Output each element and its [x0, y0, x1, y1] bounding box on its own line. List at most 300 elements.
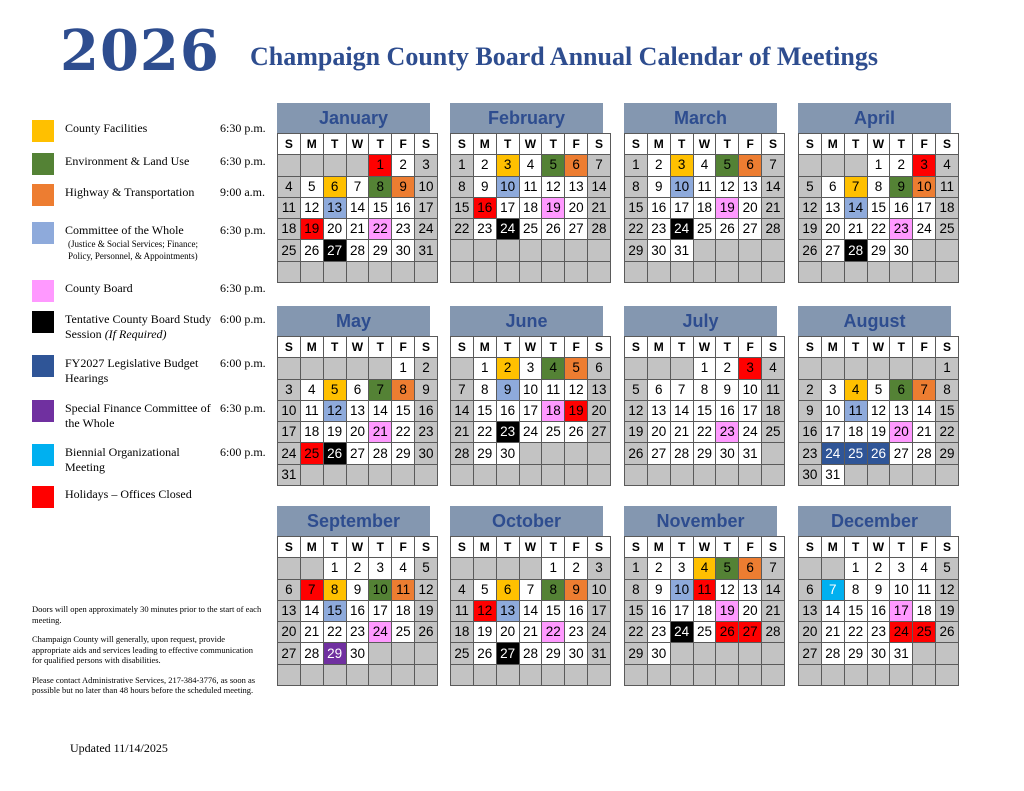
day-cell: 8	[867, 176, 890, 197]
day-cell: 13	[588, 379, 611, 400]
empty-cell	[890, 664, 913, 685]
day-cell-environment: 5	[542, 155, 565, 176]
day-cell-highway: 7	[913, 379, 936, 400]
empty-cell	[821, 155, 844, 176]
empty-cell	[323, 464, 346, 485]
weekday-header: W	[346, 134, 369, 155]
day-cell: 20	[346, 422, 369, 443]
month-days-table	[798, 133, 959, 283]
day-cell: 14	[346, 197, 369, 218]
day-cell: 7	[346, 176, 369, 197]
legend-swatch	[32, 120, 54, 142]
day-cell-budget: 26	[867, 443, 890, 464]
empty-cell	[693, 464, 716, 485]
day-cell: 12	[716, 176, 739, 197]
day-cell: 12	[565, 379, 588, 400]
weekday-header: F	[739, 537, 762, 558]
day-cell: 21	[762, 197, 785, 218]
day-cell: 25	[451, 643, 474, 664]
weekday-header: T	[496, 537, 519, 558]
empty-cell	[670, 261, 693, 282]
day-cell: 5	[473, 579, 496, 600]
day-cell: 13	[647, 400, 670, 421]
day-cell: 15	[369, 197, 392, 218]
empty-cell	[473, 664, 496, 685]
empty-cell	[762, 261, 785, 282]
day-cell: 2	[473, 155, 496, 176]
day-cell: 20	[739, 197, 762, 218]
day-cell: 24	[739, 422, 762, 443]
empty-cell	[300, 464, 323, 485]
updated-date: Updated 11/14/2025	[70, 741, 168, 755]
weekday-header: T	[716, 134, 739, 155]
legend-swatch	[32, 486, 54, 508]
empty-cell	[693, 261, 716, 282]
month-header: October	[450, 506, 603, 536]
empty-cell	[867, 664, 890, 685]
day-cell: 11	[451, 600, 474, 621]
day-cell: 22	[473, 422, 496, 443]
day-cell-holiday: 19	[300, 219, 323, 240]
weekday-header: S	[625, 134, 648, 155]
weekday-header: M	[647, 337, 670, 358]
day-cell: 17	[588, 600, 611, 621]
day-cell-holiday: 7	[300, 579, 323, 600]
day-cell: 29	[369, 240, 392, 261]
day-cell: 16	[867, 600, 890, 621]
weekday-header: T	[670, 337, 693, 358]
empty-cell	[762, 664, 785, 685]
day-cell: 20	[821, 219, 844, 240]
day-cell-environment: 8	[542, 579, 565, 600]
day-cell: 20	[799, 622, 822, 643]
day-cell: 6	[588, 358, 611, 379]
legend-time: 6:30 p.m.	[220, 154, 266, 168]
day-cell: 10	[739, 379, 762, 400]
empty-cell	[936, 261, 959, 282]
weekday-header: T	[716, 537, 739, 558]
day-cell: 10	[821, 400, 844, 421]
day-cell: 26	[799, 240, 822, 261]
month-april	[798, 103, 955, 283]
day-cell-facilities: 6	[323, 176, 346, 197]
weekday-header: S	[451, 337, 474, 358]
empty-cell	[821, 261, 844, 282]
day-cell: 23	[392, 219, 415, 240]
empty-cell	[716, 664, 739, 685]
empty-cell	[542, 261, 565, 282]
day-cell: 25	[542, 422, 565, 443]
day-cell: 31	[670, 240, 693, 261]
empty-cell	[867, 358, 890, 379]
month-days-table	[798, 536, 959, 686]
day-cell: 21	[451, 422, 474, 443]
day-cell: 21	[844, 219, 867, 240]
legend-label	[65, 487, 215, 502]
day-cell: 17	[369, 600, 392, 621]
day-cell-highway: 9	[565, 579, 588, 600]
day-cell: 20	[647, 422, 670, 443]
day-cell: 1	[625, 558, 648, 579]
weekday-header: T	[323, 537, 346, 558]
day-cell: 13	[346, 400, 369, 421]
day-cell: 9	[647, 176, 670, 197]
day-cell-study: 27	[323, 240, 346, 261]
empty-cell	[821, 358, 844, 379]
day-cell: 28	[300, 643, 323, 664]
empty-cell	[451, 664, 474, 685]
day-cell-facilities: 3	[496, 155, 519, 176]
day-cell-study: 24	[670, 219, 693, 240]
empty-cell	[739, 464, 762, 485]
empty-cell	[670, 643, 693, 664]
empty-cell	[647, 664, 670, 685]
day-cell: 28	[821, 643, 844, 664]
empty-cell	[346, 464, 369, 485]
weekday-header: T	[323, 134, 346, 155]
legend-time: 6:30 p.m.	[220, 401, 266, 415]
empty-cell	[799, 664, 822, 685]
legend-time: 9:00 a.m.	[220, 185, 265, 199]
day-cell: 26	[473, 643, 496, 664]
day-cell: 1	[867, 155, 890, 176]
day-cell-highway: 6	[565, 155, 588, 176]
day-cell: 19	[415, 600, 438, 621]
empty-cell	[519, 664, 542, 685]
day-cell-facilities: 4	[693, 558, 716, 579]
day-cell: 8	[936, 379, 959, 400]
day-cell-holiday: 1	[369, 155, 392, 176]
page-title: Champaign County Board Annual Calendar of Meetings	[250, 42, 878, 71]
day-cell: 3	[890, 558, 913, 579]
day-cell: 28	[451, 443, 474, 464]
day-cell: 21	[821, 622, 844, 643]
day-cell: 30	[890, 240, 913, 261]
day-cell-board: 20	[890, 422, 913, 443]
day-cell: 5	[936, 558, 959, 579]
day-cell: 6	[799, 579, 822, 600]
weekday-header: W	[346, 537, 369, 558]
day-cell: 14	[519, 600, 542, 621]
day-cell: 14	[913, 400, 936, 421]
day-cell: 11	[762, 379, 785, 400]
month-header: May	[277, 306, 430, 336]
empty-cell	[625, 261, 648, 282]
day-cell: 17	[496, 197, 519, 218]
day-cell-holiday: 11	[693, 579, 716, 600]
day-cell: 29	[936, 443, 959, 464]
empty-cell	[799, 155, 822, 176]
day-cell: 27	[565, 219, 588, 240]
weekday-header: W	[867, 134, 890, 155]
empty-cell	[739, 643, 762, 664]
empty-cell	[519, 240, 542, 261]
weekday-header: S	[278, 337, 301, 358]
empty-cell	[392, 261, 415, 282]
day-cell-study: 23	[496, 422, 519, 443]
day-cell: 15	[693, 400, 716, 421]
month-header: March	[624, 103, 777, 133]
month-header: July	[624, 306, 777, 336]
day-cell: 13	[890, 400, 913, 421]
weekday-header: M	[473, 337, 496, 358]
day-cell: 15	[542, 600, 565, 621]
weekday-header: F	[913, 134, 936, 155]
weekday-header: F	[739, 337, 762, 358]
day-cell-study: 24	[496, 219, 519, 240]
day-cell: 18	[762, 400, 785, 421]
empty-cell	[278, 261, 301, 282]
day-cell: 7	[451, 379, 474, 400]
legend-label-text: Environment & Land Use	[65, 154, 190, 168]
day-cell: 28	[588, 219, 611, 240]
day-cell: 18	[392, 600, 415, 621]
empty-cell	[936, 464, 959, 485]
day-cell: 23	[415, 422, 438, 443]
day-cell: 19	[473, 622, 496, 643]
legend-time: 6:30 p.m.	[220, 281, 266, 295]
empty-cell	[625, 664, 648, 685]
day-cell: 12	[625, 400, 648, 421]
day-cell: 23	[346, 622, 369, 643]
month-days-table	[624, 536, 785, 686]
day-cell: 11	[936, 176, 959, 197]
day-cell: 25	[762, 422, 785, 443]
weekday-header: M	[473, 537, 496, 558]
day-cell: 29	[392, 443, 415, 464]
day-cell: 5	[415, 558, 438, 579]
weekday-header: T	[890, 134, 913, 155]
weekday-header: S	[762, 537, 785, 558]
month-days-table	[450, 536, 611, 686]
day-cell-highway: 11	[392, 579, 415, 600]
empty-cell	[496, 261, 519, 282]
day-cell-board: 23	[716, 422, 739, 443]
day-cell-cow: 9	[496, 379, 519, 400]
day-cell: 12	[716, 579, 739, 600]
weekday-header: S	[936, 134, 959, 155]
legend	[0, 0, 280, 520]
day-cell: 16	[392, 197, 415, 218]
day-cell: 6	[278, 579, 301, 600]
weekday-header: M	[821, 537, 844, 558]
day-cell: 24	[415, 219, 438, 240]
day-cell-board: 23	[890, 219, 913, 240]
empty-cell	[762, 464, 785, 485]
empty-cell	[936, 664, 959, 685]
day-cell: 8	[451, 176, 474, 197]
empty-cell	[451, 558, 474, 579]
day-cell: 25	[519, 219, 542, 240]
weekday-header: F	[565, 337, 588, 358]
empty-cell	[693, 240, 716, 261]
weekday-header: F	[913, 537, 936, 558]
day-cell: 23	[799, 443, 822, 464]
day-cell: 17	[670, 600, 693, 621]
month-days-table	[450, 336, 611, 486]
notes	[32, 604, 264, 705]
day-cell: 22	[867, 219, 890, 240]
day-cell: 19	[867, 422, 890, 443]
weekday-header: T	[369, 134, 392, 155]
empty-cell	[392, 643, 415, 664]
weekday-header: T	[890, 337, 913, 358]
day-cell: 1	[542, 558, 565, 579]
day-cell: 28	[670, 443, 693, 464]
empty-cell	[936, 643, 959, 664]
empty-cell	[799, 558, 822, 579]
day-cell-facilities: 3	[670, 155, 693, 176]
day-cell: 15	[473, 400, 496, 421]
weekday-header: S	[625, 537, 648, 558]
legend-label-text: County Board	[65, 281, 133, 295]
day-cell: 7	[762, 558, 785, 579]
weekday-header: M	[647, 134, 670, 155]
month-days-table	[798, 336, 959, 486]
day-cell-board: 24	[369, 622, 392, 643]
day-cell: 2	[346, 558, 369, 579]
empty-cell	[415, 664, 438, 685]
month-december	[798, 506, 955, 686]
day-cell: 20	[565, 197, 588, 218]
legend-label	[65, 185, 215, 200]
day-cell: 17	[278, 422, 301, 443]
day-cell: 14	[588, 176, 611, 197]
day-cell: 13	[821, 197, 844, 218]
day-cell: 27	[799, 643, 822, 664]
day-cell: 30	[565, 643, 588, 664]
day-cell: 14	[451, 400, 474, 421]
empty-cell	[496, 558, 519, 579]
day-cell: 17	[821, 422, 844, 443]
day-cell-cow: 10	[670, 579, 693, 600]
empty-cell	[799, 261, 822, 282]
weekday-header: S	[625, 337, 648, 358]
day-cell: 30	[647, 643, 670, 664]
day-cell: 14	[762, 579, 785, 600]
day-cell: 9	[415, 379, 438, 400]
day-cell: 17	[913, 197, 936, 218]
day-cell: 3	[519, 358, 542, 379]
day-cell: 14	[369, 400, 392, 421]
day-cell: 14	[300, 600, 323, 621]
legend-label-text: Biennial Organizational Meeting	[65, 445, 180, 474]
empty-cell	[565, 443, 588, 464]
month-may	[277, 306, 434, 486]
day-cell-environment: 5	[716, 155, 739, 176]
empty-cell	[519, 558, 542, 579]
weekday-header: T	[670, 134, 693, 155]
day-cell-environment: 10	[369, 579, 392, 600]
day-cell: 8	[844, 579, 867, 600]
day-cell: 25	[392, 622, 415, 643]
legend-label	[65, 445, 215, 475]
month-days-table	[624, 336, 785, 486]
day-cell: 2	[392, 155, 415, 176]
weekday-header: F	[392, 537, 415, 558]
day-cell: 22	[936, 422, 959, 443]
legend-swatch	[32, 280, 54, 302]
day-cell: 26	[936, 622, 959, 643]
empty-cell	[565, 240, 588, 261]
weekday-header: T	[716, 337, 739, 358]
weekday-header: S	[588, 337, 611, 358]
day-cell: 4	[300, 379, 323, 400]
day-cell: 6	[346, 379, 369, 400]
weekday-header: S	[278, 537, 301, 558]
day-cell: 10	[588, 579, 611, 600]
day-cell: 11	[300, 400, 323, 421]
day-cell: 22	[323, 622, 346, 643]
day-cell: 30	[392, 240, 415, 261]
day-cell-holiday: 25	[300, 443, 323, 464]
weekday-header: S	[936, 337, 959, 358]
day-cell: 20	[588, 400, 611, 421]
weekday-header: T	[496, 337, 519, 358]
day-cell: 8	[625, 176, 648, 197]
empty-cell	[762, 443, 785, 464]
day-cell: 21	[588, 197, 611, 218]
day-cell-study: 27	[496, 643, 519, 664]
day-cell: 29	[844, 643, 867, 664]
day-cell: 26	[542, 219, 565, 240]
day-cell: 2	[647, 155, 670, 176]
day-cell: 28	[762, 622, 785, 643]
legend-label	[65, 154, 215, 169]
legend-label	[65, 356, 215, 386]
month-header: December	[798, 506, 951, 536]
legend-label-text: Highway & Transportation	[65, 185, 195, 199]
day-cell: 5	[300, 176, 323, 197]
day-cell: 18	[519, 197, 542, 218]
day-cell: 28	[913, 443, 936, 464]
day-cell: 9	[799, 400, 822, 421]
empty-cell	[588, 240, 611, 261]
month-header: September	[277, 506, 430, 536]
legend-label	[65, 312, 215, 342]
empty-cell	[936, 240, 959, 261]
empty-cell	[542, 664, 565, 685]
empty-cell	[890, 464, 913, 485]
day-cell: 15	[625, 600, 648, 621]
day-cell: 19	[323, 422, 346, 443]
day-cell-board: 17	[890, 600, 913, 621]
day-cell: 30	[867, 643, 890, 664]
empty-cell	[542, 464, 565, 485]
day-cell: 6	[647, 379, 670, 400]
day-cell: 8	[693, 379, 716, 400]
day-cell: 10	[278, 400, 301, 421]
empty-cell	[451, 240, 474, 261]
day-cell: 13	[565, 176, 588, 197]
weekday-header: F	[565, 537, 588, 558]
day-cell: 8	[473, 379, 496, 400]
day-cell: 20	[739, 600, 762, 621]
day-cell: 23	[647, 622, 670, 643]
month-november	[624, 506, 781, 686]
day-cell: 29	[867, 240, 890, 261]
day-cell: 4	[762, 358, 785, 379]
legend-time: 6:30 p.m.	[220, 223, 266, 237]
day-cell: 17	[519, 400, 542, 421]
day-cell: 25	[693, 622, 716, 643]
day-cell: 3	[278, 379, 301, 400]
legend-label-note: (If Required)	[104, 327, 167, 341]
day-cell: 15	[867, 197, 890, 218]
day-cell: 31	[415, 240, 438, 261]
day-cell: 16	[565, 600, 588, 621]
empty-cell	[300, 558, 323, 579]
